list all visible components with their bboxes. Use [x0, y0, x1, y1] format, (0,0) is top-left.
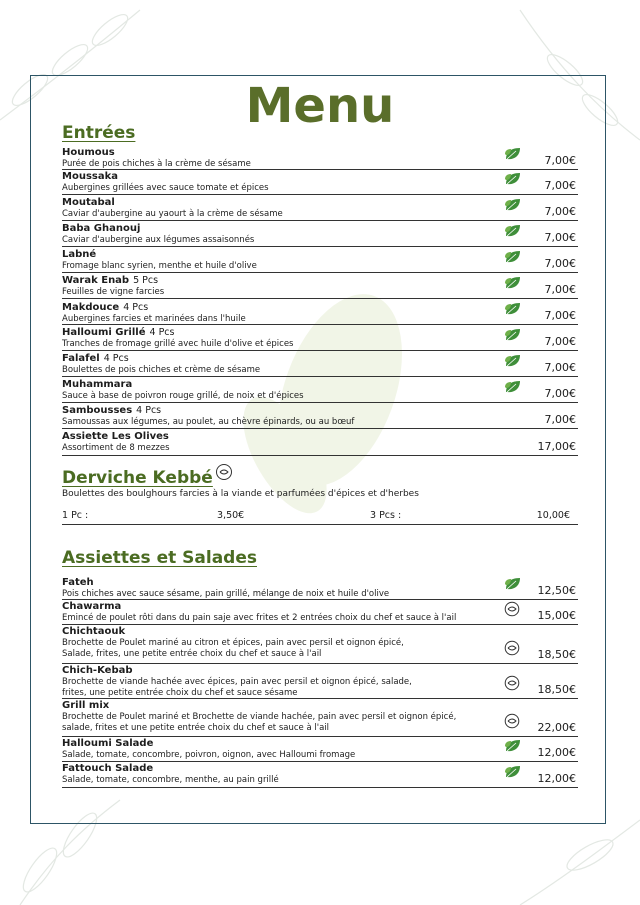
item-name-text: Sambousses: [62, 405, 133, 416]
item-price: 18,50€: [537, 648, 576, 661]
leaf-icon: [504, 738, 522, 757]
item-description: Pois chiches avec sauce sésame, pain grillé, mélange de noix et huile d'olive: [62, 589, 390, 599]
item-description: Caviar d'aubergine aux légumes assaisonnés: [62, 235, 255, 245]
item-pieces: 4 Pcs: [136, 405, 162, 416]
item-description: Salade, tomate, concombre, menthe, au pain grillé: [62, 775, 279, 785]
item-description: Emincé de poulet rôti dans du pain saje avec frites et 2 entrées choix du chef et sauce à l'ail: [62, 613, 457, 623]
menu-item-row: [62, 302, 578, 325]
item-price: 18,50€: [537, 683, 576, 696]
kebbe-one-price: 3,50€: [217, 510, 245, 521]
item-name: Grill mix: [62, 700, 110, 711]
item-description: salade, frites et une petite entrée choix du chef et sauce à l'ail: [62, 723, 330, 733]
menu-item-row: [62, 601, 578, 625]
item-description: Feuilles de vigne farcies: [62, 287, 165, 297]
leaf-icon: [504, 327, 522, 346]
item-name: [62, 147, 578, 159]
item-price: 7,00€: [544, 387, 576, 400]
page-title: Menu: [245, 78, 395, 134]
item-name-text: Halloumi Grillé: [62, 327, 146, 338]
item-name: [62, 379, 578, 391]
item-name: [62, 353, 578, 365]
item-price: 15,00€: [537, 609, 576, 622]
item-description: Caviar d'aubergine au yaourt à la crème de sésame: [62, 209, 283, 219]
item-description: frites, une petite entrée choix du chef et sauce sésame: [62, 688, 298, 698]
menu-item-row: [62, 379, 578, 403]
item-name-text: Houmous: [62, 147, 115, 158]
item-name: Chawarma: [62, 601, 122, 612]
menu-item-row: [62, 327, 578, 351]
item-name: [62, 223, 578, 235]
menu-item-row: [62, 275, 578, 299]
item-name: [62, 197, 578, 209]
section-title-kebbe: Derviche Kebbé: [62, 468, 213, 488]
item-name: Fateh: [62, 577, 94, 588]
item-name-text: Falafel: [62, 353, 100, 364]
item-description: Purée de pois chiches à la crème de sésame: [62, 159, 251, 169]
item-name: [62, 327, 578, 339]
halal-icon: [215, 463, 233, 481]
item-description: Sauce à base de poivron rouge grillé, de noix et d'épices: [62, 391, 304, 401]
section-title-assiettes: Assiettes et Salades: [62, 548, 257, 568]
item-price: 7,00€: [544, 335, 576, 348]
menu-item-row: [62, 577, 578, 600]
item-price: 7,00€: [544, 154, 576, 167]
halal-icon: [504, 640, 520, 660]
item-name: Chich-Kebab: [62, 665, 133, 676]
item-price: 7,00€: [544, 361, 576, 374]
leaf-icon: [504, 249, 522, 268]
menu-item-row: [62, 353, 578, 377]
leaf-icon: [504, 171, 522, 190]
item-name: Halloumi Salade: [62, 738, 154, 749]
menu-item-row: [62, 197, 578, 221]
item-name-text: Muhammara: [62, 379, 133, 390]
leaf-icon: [504, 146, 522, 165]
item-description: Fromage blanc syrien, menthe et huile d'olive: [62, 261, 257, 271]
item-name: [62, 275, 578, 287]
leaf-icon: [504, 275, 522, 294]
item-name-text: Baba Ghanouj: [62, 223, 141, 234]
item-description: Assortiment de 8 mezzes: [62, 443, 170, 453]
item-description: Brochette de viande hachée avec épices, pain avec persil et oignon épicé, salade,: [62, 677, 412, 687]
kebbe-one-label: 1 Pc :: [62, 510, 89, 521]
menu-item-row: [62, 405, 578, 429]
menu-item-row: [62, 763, 578, 788]
item-price: 12,50€: [537, 584, 576, 597]
leaf-icon: [504, 353, 522, 372]
kebbe-description: Boulettes des boulghours farcies à la viande et parfumées d'épices et d'herbes: [62, 489, 419, 499]
item-pieces: 4 Pcs: [149, 327, 175, 338]
item-name: [62, 405, 578, 417]
leaf-icon: [504, 301, 522, 320]
item-price: 7,00€: [544, 283, 576, 296]
item-description: Aubergines farcies et marinées dans l'huile: [62, 314, 246, 324]
item-price: 7,00€: [544, 179, 576, 192]
leaf-icon: [504, 223, 522, 242]
leaf-icon: [504, 576, 522, 595]
item-price: 22,00€: [537, 721, 576, 734]
item-name: [62, 249, 578, 261]
item-name-text: Assiette Les Olives: [62, 431, 169, 442]
item-price: 12,00€: [537, 772, 576, 785]
menu-item-row: [62, 700, 578, 737]
item-name: [62, 171, 578, 183]
menu-item-row: [62, 171, 578, 195]
item-name-text: Moussaka: [62, 171, 118, 182]
item-price: 12,00€: [537, 746, 576, 759]
menu-item-row: [62, 626, 578, 664]
item-name: [62, 431, 578, 443]
item-price: 17,00€: [537, 440, 576, 453]
halal-icon: [504, 601, 520, 621]
item-price: 7,00€: [544, 205, 576, 218]
item-price: 7,00€: [544, 413, 576, 426]
menu-item-row: [62, 223, 578, 247]
item-name-text: Labné: [62, 249, 97, 260]
leaf-icon: [504, 197, 522, 216]
item-name: [62, 302, 578, 314]
item-name-text: Makdouce: [62, 302, 120, 313]
item-price: 7,00€: [544, 231, 576, 244]
section-title-entrees: Entrées: [62, 123, 136, 143]
menu-item-row: [62, 147, 578, 170]
item-name-text: Warak Enab: [62, 275, 130, 286]
kebbe-three-price: 10,00€: [536, 510, 570, 521]
item-description: Samoussas aux légumes, au poulet, au chèvre épinards, ou au bœuf: [62, 417, 355, 427]
halal-icon: [504, 713, 520, 733]
item-price: 7,00€: [544, 257, 576, 270]
item-price: 7,00€: [544, 309, 576, 322]
kebbe-prices: [62, 508, 578, 525]
item-name: Chichtaouk: [62, 626, 126, 637]
item-name-text: Moutabal: [62, 197, 115, 208]
item-description: Boulettes de pois chiches et crème de sésame: [62, 365, 261, 375]
leaf-icon: [504, 764, 522, 783]
item-pieces: 4 Pcs: [103, 353, 129, 364]
kebbe-three-label: 3 Pcs :: [370, 510, 402, 521]
item-pieces: 4 Pcs: [123, 302, 149, 313]
item-name: Fattouch Salade: [62, 763, 154, 774]
item-pieces: 5 Pcs: [133, 275, 159, 286]
item-description: Salade, tomate, concombre, poivron, oignon, avec Halloumi fromage: [62, 750, 356, 760]
leaf-icon: [504, 379, 522, 398]
item-description: Aubergines grillées avec sauce tomate et épices: [62, 183, 269, 193]
item-description: Salade, frites, une petite entrée choix du chef et sauce à l'ail: [62, 649, 322, 659]
halal-icon: [504, 675, 520, 695]
item-description: Brochette de Poulet mariné et Brochette de viande hachée, pain avec persil et oignon épicé,: [62, 712, 457, 722]
item-description: Tranches de fromage grillé avec huile d'olive et épices: [62, 339, 294, 349]
menu-item-row: [62, 738, 578, 762]
menu-item-row: [62, 665, 578, 699]
menu-item-row: [62, 249, 578, 273]
item-description: Brochette de Poulet mariné au citron et épices, pain avec persil et oignon épicé,: [62, 638, 404, 648]
menu-item-row: [62, 431, 578, 456]
